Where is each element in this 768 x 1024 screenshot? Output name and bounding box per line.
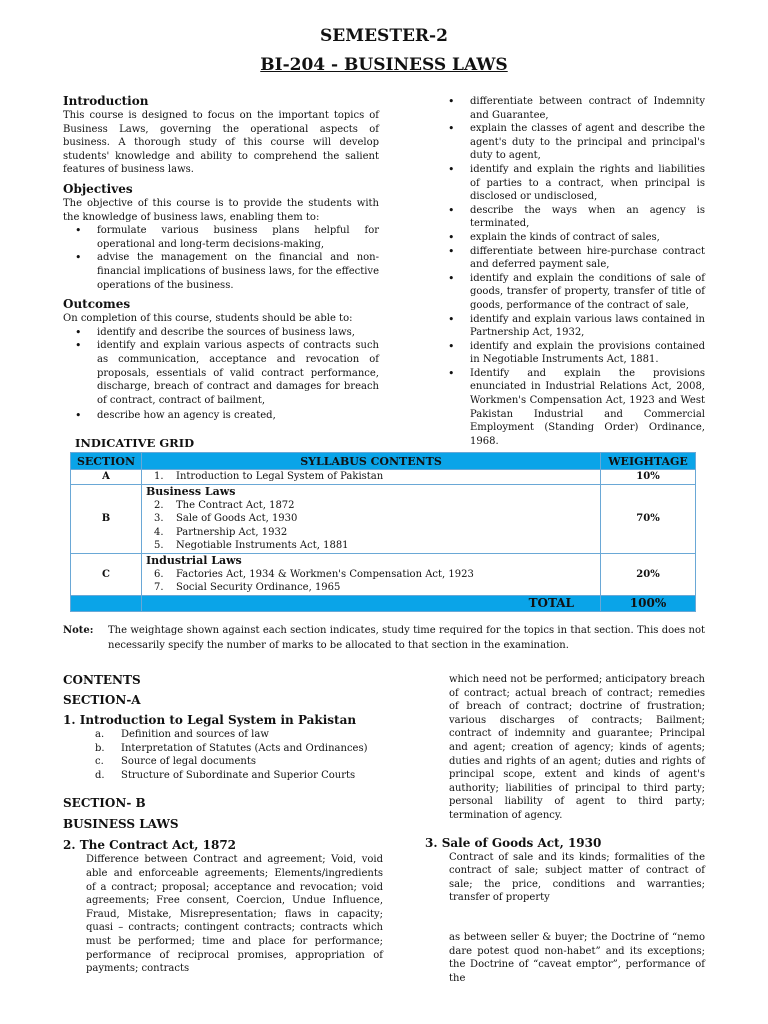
indicative-grid-table	[70, 452, 696, 612]
list-item: • identify and explain various aspects of contracts such as communication, acceptance and revocation of proposals, essentials of valid contract performance, discharge, breach of contract and damages for breach of contract, contract of bailment,	[63, 339, 379, 407]
outcomes-heading: Outcomes	[63, 297, 131, 312]
objectives-heading: Objectives	[63, 181, 133, 196]
weightage-cell: 10%	[601, 470, 696, 485]
total-label: TOTAL	[142, 595, 601, 611]
section-a-heading: SECTION-A	[63, 693, 141, 707]
list-item: 1. Introduction to Legal System of Pakistan	[154, 471, 384, 482]
business-laws-heading: BUSINESS LAWS	[63, 817, 179, 832]
list-item: 6. Factories Act, 1934 & Workmen's Compensation Act, 1923	[154, 568, 474, 580]
weightage-cell: 20%	[601, 553, 696, 595]
topic1-list	[63, 728, 383, 782]
contents-heading: CONTENTS	[63, 673, 141, 687]
list-item: 7. Social Security Ordinance, 1965	[154, 582, 341, 593]
section-cell: B	[71, 484, 142, 553]
list-item: • describe the ways when an agency is terminated,	[436, 204, 705, 231]
list-item: • identify and describe the sources of business laws,	[63, 326, 379, 340]
group-heading: Business Laws	[146, 484, 236, 498]
course-title: BI-204 - BUSINESS LAWS	[260, 55, 508, 75]
objectives-text: The objective of this course is to provide the students with the knowledge of business laws, enabling them to:	[63, 197, 379, 223]
contents-cell	[142, 470, 601, 485]
contents-left-column	[63, 673, 383, 976]
table-row	[71, 470, 696, 485]
header-contents: SYLLABUS CONTENTS	[142, 453, 601, 470]
list-item: • identify and explain the conditions of sale of goods, transfer of property, transfer of title of goods, performance of the contract of sale,	[436, 272, 705, 313]
list-item: 3. Sale of Goods Act, 1930	[154, 513, 298, 524]
list-item: • Identify and explain the provisions enunciated in Industrial Relations Act, 2008, Workmen's Compensation Act, 1923 and West Pakistan Industrial and Commercial Employment (Standing Order) Ordinance, 1968.	[436, 367, 705, 449]
list-item: • formulate various business plans helpful for operational and long-term decisions-making,	[63, 224, 379, 251]
topic2-heading: 2. The Contract Act, 1872	[63, 838, 237, 853]
topic3-heading: 3. Sale of Goods Act, 1930	[425, 835, 602, 850]
topic2-continued: which need not be performed; anticipatory breach of contract; actual breach of contract; remedies of breach of contract; doctrine of frustration; various discharges of contracts; Bailment; contract of indemnity and guarantee; Principal and agent; creation of agency; kinds of agents; duties and rights of an agent; duties and rights of principal scope, extent and kinds of agent's authority; liabilities of principal to third party; personal liability of agent to third party; termination of agency.	[449, 674, 705, 821]
total-empty-cell	[71, 595, 142, 611]
topic3-text: Contract of sale and its kinds; formalities of the contract of sale; subject matter of contract of sale; the price, conditions and warranties; transfer of property	[449, 851, 705, 904]
outcomes-text: On completion of this course, students should be able to:	[63, 313, 353, 325]
list-item: • identify and explain the rights and liabilities of parties to a contract, when principal is disclosed or undisclosed,	[436, 163, 705, 204]
intro-text: This course is designed to focus on the important topics of Business Laws, governing the operational aspects of business. A thorough study of this course will develop students' knowledge and ability to comprehend the salient features of business laws.	[63, 110, 379, 176]
left-column	[63, 94, 379, 423]
list-item: b. Interpretation of Statutes (Acts and Ordinances)	[95, 742, 368, 754]
list-item: • explain the classes of agent and describe the agent's duty to the principal and principal's duty to agent,	[436, 122, 705, 163]
contents-cell	[142, 484, 601, 553]
list-item: • identify and explain various laws contained in Partnership Act, 1932,	[436, 313, 705, 340]
total-value: 100%	[601, 595, 696, 611]
table-row	[71, 484, 696, 553]
note-label: Note:	[63, 625, 94, 636]
list-item: • describe how an agency is created,	[63, 409, 379, 423]
total-row	[71, 595, 696, 611]
topic1-heading: 1. Introduction to Legal System in Pakistan	[63, 713, 357, 727]
section-cell: A	[71, 470, 142, 485]
group-heading: Industrial Laws	[146, 553, 242, 567]
table-row	[71, 553, 696, 595]
list-item: • advise the management on the financial and non-financial implications of business laws, for the effective operations of the business.	[63, 251, 379, 292]
list-item: 4. Partnership Act, 1932	[154, 526, 288, 538]
contents-right-column	[425, 673, 705, 985]
list-item: • identify and explain the provisions contained in Negotiable Instruments Act, 1881.	[436, 340, 705, 367]
right-column	[436, 95, 705, 448]
section-cell: C	[71, 553, 142, 595]
list-item: c. Source of legal documents	[95, 756, 256, 768]
section-b-heading: SECTION- B	[63, 796, 146, 811]
topic2-text: Difference between Contract and agreement; Void, void able and enforceable agreements; Elements/ingredients of a contract; proposal; acceptance and revocation; void agreements; Free consent, Coercion, Undue Influence, Fraud, Mistake, Misrepresentation; flaws in capacity; quasi – contracts; contingent contracts; contracts which must be performed; time and place for performance; performance of reciprocal promises, appropriation of payments; contracts	[86, 854, 383, 975]
grid-title: INDICATIVE GRID	[75, 436, 195, 450]
list-item: 5. Negotiable Instruments Act, 1881	[154, 540, 349, 551]
objectives-list	[63, 224, 379, 292]
list-item: • differentiate between contract of Indemnity and Guarantee,	[436, 95, 705, 122]
table-header-row	[71, 453, 696, 470]
semester-title: SEMESTER-2	[320, 26, 448, 46]
contents-cell	[142, 553, 601, 595]
list-item: d. Structure of Subordinate and Superior Courts	[95, 769, 356, 781]
outcomes-list-continued	[436, 95, 705, 448]
list-item: a. Definition and sources of law	[95, 729, 269, 740]
outcomes-list	[63, 326, 379, 423]
list-item: • differentiate between hire-purchase contract and deferred payment sale,	[436, 245, 705, 272]
topic3-continued: as between seller & buyer; the Doctrine of “nemo dare potest quod non-habet” and its exceptions; the Doctrine of “caveat emptor”, performance of the	[449, 931, 705, 984]
intro-heading: Introduction	[63, 94, 149, 108]
header-weightage: WEIGHTAGE	[601, 453, 696, 470]
list-item: 2. The Contract Act, 1872	[154, 499, 295, 511]
list-item: • explain the kinds of contract of sales,	[436, 231, 705, 245]
header-section: SECTION	[71, 453, 142, 470]
note-text: The weightage shown against each section indicates, study time required for the topics in that section. This does not necessarily specify the number of marks to be allocated to that section in the examination.	[108, 625, 705, 651]
weightage-cell: 70%	[601, 484, 696, 553]
note	[63, 624, 705, 653]
